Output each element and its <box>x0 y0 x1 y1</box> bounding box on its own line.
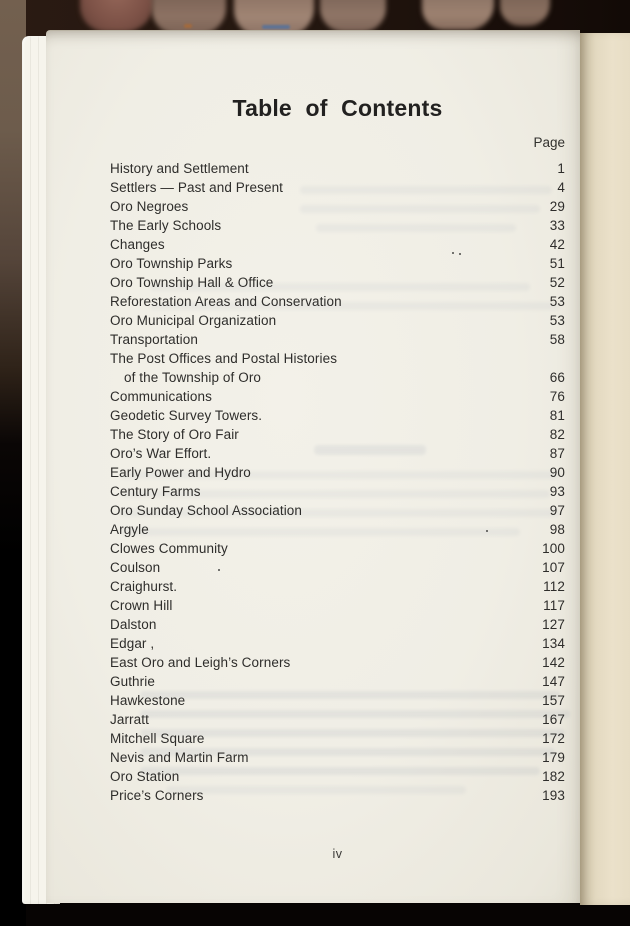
toc-entry-page: 127 <box>542 617 565 632</box>
facing-page-curl <box>580 33 630 905</box>
toc-entry-page: 134 <box>542 636 565 651</box>
toc-entry-page: 117 <box>543 598 565 613</box>
toc-row <box>110 292 565 311</box>
toc-row <box>110 254 565 273</box>
toc-row <box>110 653 565 672</box>
toc-entry-label: Reforestation Areas and Conservation <box>110 294 342 309</box>
toc-row <box>110 634 565 653</box>
toc-entry-label: Oro’s War Effort. <box>110 446 212 461</box>
toc-entry-label: Hawkestone <box>110 693 186 708</box>
toc-entry-page: 179 <box>542 750 565 765</box>
toc-entry-label: Mitchell Square <box>110 731 205 746</box>
toc-entry-label: Edgar , <box>110 636 155 651</box>
toc-entry-page: 157 <box>542 693 565 708</box>
toc-entry-label: Transportation <box>110 332 198 347</box>
toc-entry-label: The Early Schools <box>110 218 222 233</box>
toc-row <box>110 349 565 368</box>
toc-row <box>110 406 565 425</box>
toc-list <box>110 159 565 805</box>
book-page <box>46 30 580 903</box>
toc-row <box>110 368 565 387</box>
toc-entry-label: Century Farms <box>110 484 201 499</box>
toc-entry-page: 182 <box>542 769 565 784</box>
toc-entry-label: The Post Offices and Postal Histories <box>110 351 338 366</box>
toc-entry-label: Oro Negroes <box>110 199 189 214</box>
toc-row <box>110 311 565 330</box>
toc-entry-page: 76 <box>549 389 565 404</box>
background-sliver <box>262 25 290 29</box>
toc-entry-page: 87 <box>549 446 565 461</box>
page-column-header: Page <box>533 135 565 150</box>
toc-row <box>110 729 565 748</box>
toc-entry-page: 93 <box>549 484 565 499</box>
toc-entry-page: 82 <box>549 427 565 442</box>
toc-row <box>110 178 565 197</box>
toc-row <box>110 501 565 520</box>
toc-entry-label: Jarratt <box>110 712 149 727</box>
toc-entry-label: Coulson <box>110 560 161 575</box>
toc-entry-page: 66 <box>549 370 565 385</box>
toc-row <box>110 691 565 710</box>
toc-entry-label: Guthrie <box>110 674 155 689</box>
toc-row <box>110 463 565 482</box>
toc-entry-label: Clowes Community <box>110 541 228 556</box>
toc-entry-label: History and Settlement <box>110 161 249 176</box>
toc-entry-page: 147 <box>542 674 565 689</box>
toc-entry-label: of the Township of Oro <box>124 370 262 385</box>
toc-entry-label: Early Power and Hydro <box>110 465 251 480</box>
toc-entry-page: 4 <box>557 180 565 195</box>
toc-entry-label: Oro Station <box>110 769 180 784</box>
toc-row <box>110 216 565 235</box>
page-title: Table of Contents <box>232 95 443 121</box>
toc-row <box>110 235 565 254</box>
toc-entry-page: 167 <box>542 712 565 727</box>
toc-entry-page: 52 <box>549 275 565 290</box>
toc-entry-page: 51 <box>549 256 565 271</box>
toc-row <box>110 444 565 463</box>
toc-entry-label: The Story of Oro Fair <box>110 427 239 442</box>
toc-entry-label: Dalston <box>110 617 157 632</box>
toc-entry-page: 193 <box>542 788 565 803</box>
toc-row <box>110 159 565 178</box>
toc-entry-label: Geodetic Survey Towers. <box>110 408 263 423</box>
toc-entry-page: 33 <box>549 218 565 233</box>
toc-row <box>110 767 565 786</box>
toc-entry-page: 42 <box>549 237 565 252</box>
toc-row <box>110 615 565 634</box>
toc-entry-label: Price’s Corners <box>110 788 204 803</box>
toc-entry-page: 142 <box>542 655 565 670</box>
toc-row <box>110 425 565 444</box>
toc-row <box>110 482 565 501</box>
toc-entry-page: 53 <box>549 294 565 309</box>
toc-row <box>110 273 565 292</box>
toc-entry-label: Argyle <box>110 522 149 537</box>
folio-page-number: iv <box>332 847 343 861</box>
toc-entry-page: 29 <box>549 199 565 214</box>
toc-entry-label: Oro Township Hall & Office <box>110 275 274 290</box>
toc-row <box>110 539 565 558</box>
finger <box>152 0 226 34</box>
toc-row <box>110 748 565 767</box>
toc-entry-page: 58 <box>549 332 565 347</box>
toc-entry-page: 81 <box>549 408 565 423</box>
background-sliver <box>184 24 192 28</box>
toc-row <box>110 710 565 729</box>
toc-row <box>110 786 565 805</box>
toc-entry-page: 90 <box>549 465 565 480</box>
toc-entry-label: Oro Township Parks <box>110 256 233 271</box>
toc-entry-label: Oro Sunday School Association <box>110 503 303 518</box>
toc-entry-label: Communications <box>110 389 212 404</box>
toc-row <box>110 197 565 216</box>
toc-row <box>110 577 565 596</box>
toc-entry-label: Craighurst. <box>110 579 178 594</box>
toc-entry-label: Changes <box>110 237 165 252</box>
toc-entry-label: Settlers — Past and Present <box>110 180 284 195</box>
toc-entry-label: Crown Hill <box>110 598 173 613</box>
toc-row <box>110 596 565 615</box>
toc-entry-page: 107 <box>542 560 565 575</box>
toc-entry-label: Nevis and Martin Farm <box>110 750 249 765</box>
toc-row <box>110 520 565 539</box>
toc-entry-page: 97 <box>549 503 565 518</box>
toc-row <box>110 672 565 691</box>
toc-entry-page: 53 <box>549 313 565 328</box>
toc-row <box>110 558 565 577</box>
toc-entry-page: 172 <box>542 731 565 746</box>
toc-row <box>110 387 565 406</box>
toc-entry-page: 98 <box>549 522 565 537</box>
toc-entry-page: 1 <box>557 161 565 176</box>
toc-entry-label: East Oro and Leigh’s Corners <box>110 655 291 670</box>
toc-row <box>110 330 565 349</box>
finger <box>320 0 386 32</box>
toc-entry-page: 100 <box>542 541 565 556</box>
toc-entry-page: 112 <box>543 579 565 594</box>
toc-entry-label: Oro Municipal Organization <box>110 313 277 328</box>
